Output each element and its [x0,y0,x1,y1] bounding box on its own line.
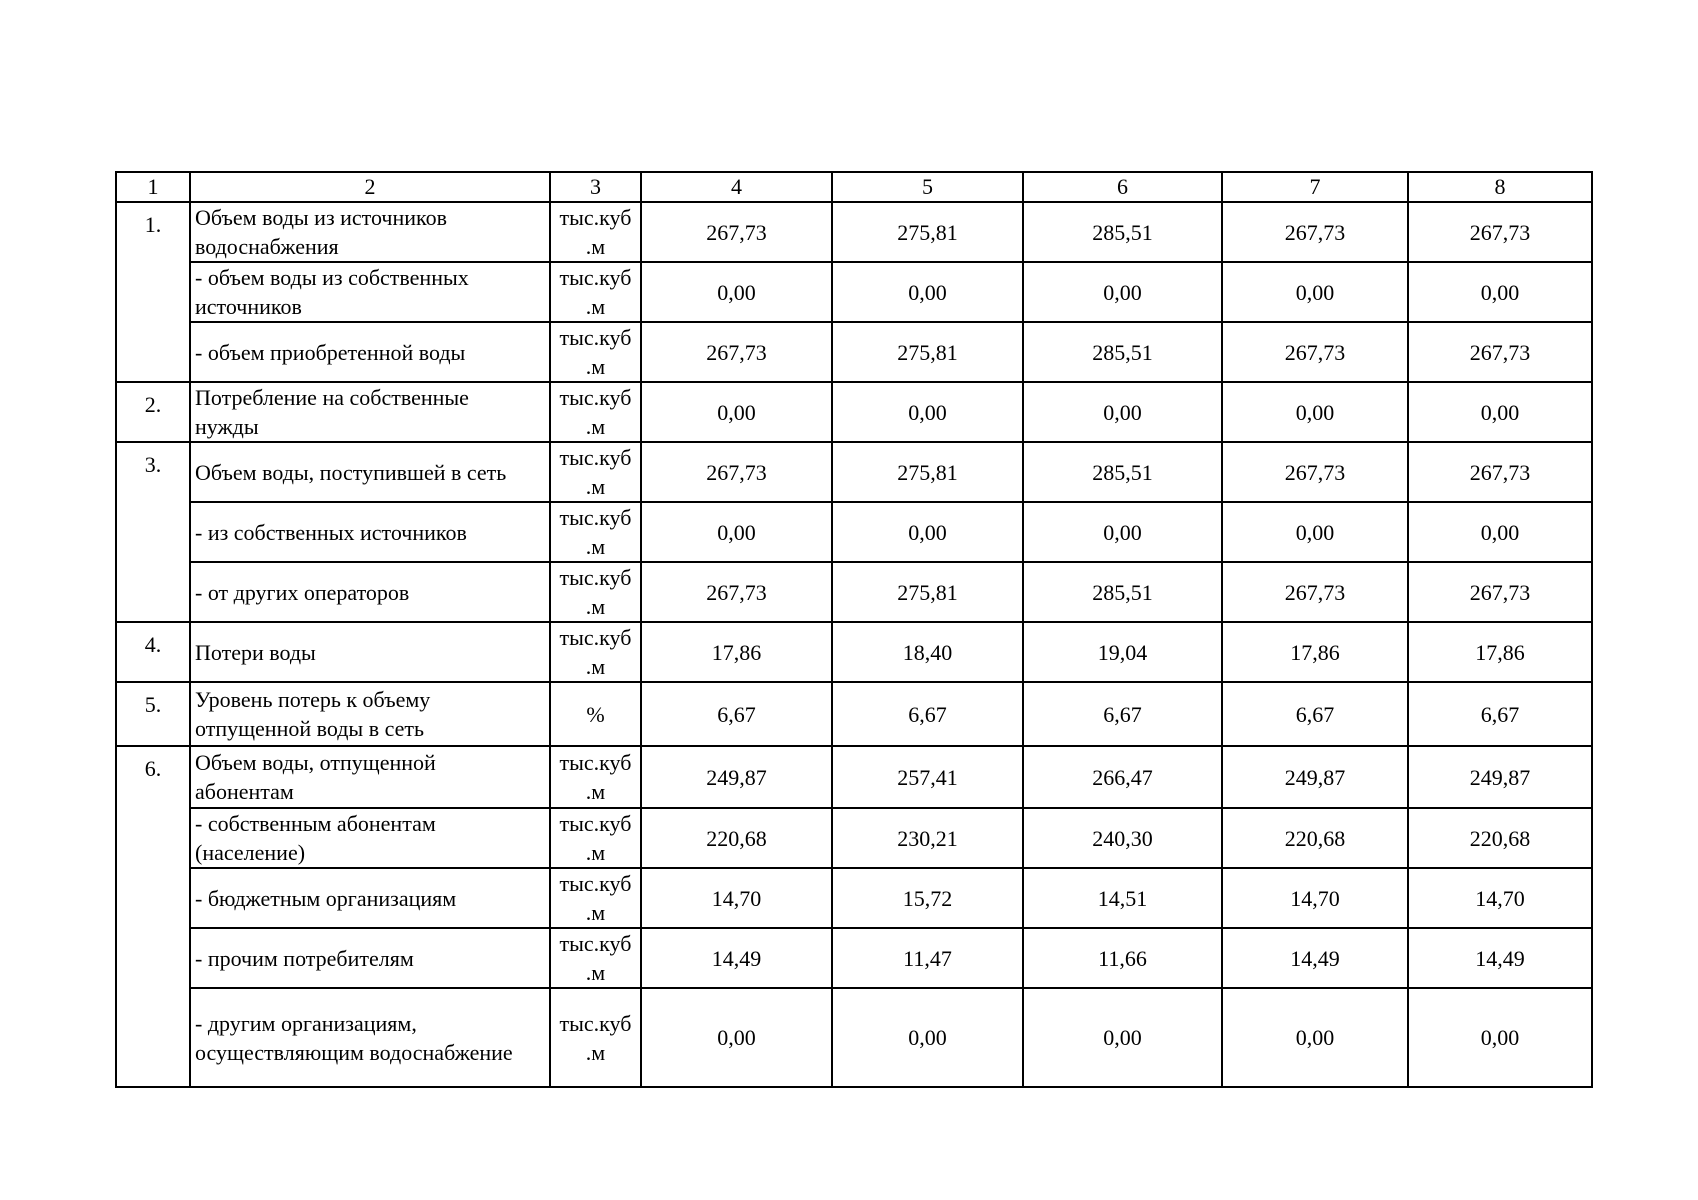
value-cell-col-6: 0,00 [1023,988,1222,1087]
unit-cell: тыс.куб .м [550,262,641,322]
value-cell-col-6: 285,51 [1023,322,1222,382]
value-cell-col-7: 0,00 [1222,502,1408,562]
indicator-name: Потребление на собственные нужды [190,382,550,442]
table-row [116,262,1592,322]
unit-cell: тыс.куб .м [550,382,641,442]
value-cell-col-5: 0,00 [832,988,1023,1087]
value-cell-col-8: 220,68 [1408,808,1592,868]
value-cell-col-5: 230,21 [832,808,1023,868]
column-number-1: 1 [116,172,190,202]
value-cell-col-7: 0,00 [1222,262,1408,322]
value-cell-col-5: 0,00 [832,382,1023,442]
value-cell-col-7: 267,73 [1222,322,1408,382]
value-cell-col-5: 275,81 [832,562,1023,622]
table-row [116,202,1592,262]
value-cell-col-4: 267,73 [641,562,832,622]
value-cell-col-8: 267,73 [1408,322,1592,382]
value-cell-col-7: 0,00 [1222,988,1408,1087]
value-cell-col-6: 6,67 [1023,682,1222,746]
indicator-name: - объем воды из собственных источников [190,262,550,322]
value-cell-col-7: 267,73 [1222,202,1408,262]
value-cell-col-7: 267,73 [1222,562,1408,622]
table-row [116,682,1592,746]
unit-cell: тыс.куб .м [550,928,641,988]
water-balance-table [115,171,1593,1088]
value-cell-col-7: 14,49 [1222,928,1408,988]
column-number-3: 3 [550,172,641,202]
value-cell-col-5: 11,47 [832,928,1023,988]
row-number: 2. [116,382,190,442]
value-cell-col-8: 17,86 [1408,622,1592,682]
value-cell-col-8: 14,70 [1408,868,1592,928]
value-cell-col-7: 6,67 [1222,682,1408,746]
value-cell-col-5: 275,81 [832,322,1023,382]
value-cell-col-4: 267,73 [641,442,832,502]
value-cell-col-4: 17,86 [641,622,832,682]
indicator-name: - от других операторов [190,562,550,622]
unit-cell: % [550,682,641,746]
indicator-name: Объем воды из источников водоснабжения [190,202,550,262]
value-cell-col-8: 267,73 [1408,442,1592,502]
value-cell-col-5: 275,81 [832,202,1023,262]
value-cell-col-8: 0,00 [1408,988,1592,1087]
indicator-name: Объем воды, отпущенной абонентам [190,746,550,808]
indicator-name: Объем воды, поступившей в сеть [190,442,550,502]
row-number: 1. [116,202,190,382]
value-cell-col-5: 18,40 [832,622,1023,682]
value-cell-col-5: 257,41 [832,746,1023,808]
unit-cell: тыс.куб .м [550,562,641,622]
value-cell-col-4: 0,00 [641,988,832,1087]
unit-cell: тыс.куб .м [550,202,641,262]
value-cell-col-8: 267,73 [1408,202,1592,262]
value-cell-col-6: 266,47 [1023,746,1222,808]
table-row [116,622,1592,682]
column-number-2: 2 [190,172,550,202]
value-cell-col-4: 267,73 [641,202,832,262]
table-row [116,868,1592,928]
column-number-4: 4 [641,172,832,202]
unit-cell: тыс.куб .м [550,622,641,682]
value-cell-col-4: 0,00 [641,262,832,322]
unit-cell: тыс.куб .м [550,322,641,382]
value-cell-col-7: 17,86 [1222,622,1408,682]
value-cell-col-7: 267,73 [1222,442,1408,502]
table-row [116,322,1592,382]
value-cell-col-6: 285,51 [1023,562,1222,622]
value-cell-col-8: 0,00 [1408,262,1592,322]
value-cell-col-4: 0,00 [641,382,832,442]
table-row [116,442,1592,502]
value-cell-col-4: 14,70 [641,868,832,928]
value-cell-col-7: 0,00 [1222,382,1408,442]
column-number-6: 6 [1023,172,1222,202]
indicator-name: - прочим потребителям [190,928,550,988]
value-cell-col-8: 0,00 [1408,382,1592,442]
value-cell-col-5: 6,67 [832,682,1023,746]
table-body [116,172,1592,1087]
value-cell-col-4: 6,67 [641,682,832,746]
column-number-8: 8 [1408,172,1592,202]
column-number-5: 5 [832,172,1023,202]
value-cell-col-4: 267,73 [641,322,832,382]
row-number: 4. [116,622,190,682]
indicator-name: Уровень потерь к объему отпущенной воды в сеть [190,682,550,746]
table-row [116,988,1592,1087]
value-cell-col-4: 0,00 [641,502,832,562]
value-cell-col-4: 220,68 [641,808,832,868]
column-number-row [116,172,1592,202]
table-row [116,928,1592,988]
indicator-name: - собственным абонентам (население) [190,808,550,868]
table-row [116,502,1592,562]
table-row [116,808,1592,868]
indicator-name: Потери воды [190,622,550,682]
value-cell-col-6: 11,66 [1023,928,1222,988]
table-row [116,562,1592,622]
value-cell-col-6: 240,30 [1023,808,1222,868]
unit-cell: тыс.куб .м [550,808,641,868]
value-cell-col-8: 14,49 [1408,928,1592,988]
table-row [116,382,1592,442]
indicator-name: - другим организациям, осуществляющим водоснабжение [190,988,550,1087]
value-cell-col-6: 19,04 [1023,622,1222,682]
value-cell-col-7: 14,70 [1222,868,1408,928]
column-number-7: 7 [1222,172,1408,202]
indicator-name: - бюджетным организациям [190,868,550,928]
indicator-name: - объем приобретенной воды [190,322,550,382]
value-cell-col-5: 0,00 [832,262,1023,322]
row-number: 3. [116,442,190,622]
value-cell-col-6: 285,51 [1023,202,1222,262]
unit-cell: тыс.куб .м [550,502,641,562]
value-cell-col-8: 249,87 [1408,746,1592,808]
value-cell-col-7: 249,87 [1222,746,1408,808]
value-cell-col-8: 6,67 [1408,682,1592,746]
value-cell-col-4: 249,87 [641,746,832,808]
value-cell-col-6: 0,00 [1023,502,1222,562]
unit-cell: тыс.куб .м [550,868,641,928]
value-cell-col-4: 14,49 [641,928,832,988]
value-cell-col-6: 0,00 [1023,382,1222,442]
row-number: 6. [116,746,190,1087]
value-cell-col-6: 285,51 [1023,442,1222,502]
value-cell-col-7: 220,68 [1222,808,1408,868]
indicator-name: - из собственных источников [190,502,550,562]
value-cell-col-8: 267,73 [1408,562,1592,622]
table-row [116,746,1592,808]
value-cell-col-8: 0,00 [1408,502,1592,562]
value-cell-col-5: 275,81 [832,442,1023,502]
unit-cell: тыс.куб .м [550,988,641,1087]
value-cell-col-5: 15,72 [832,868,1023,928]
unit-cell: тыс.куб .м [550,442,641,502]
value-cell-col-5: 0,00 [832,502,1023,562]
row-number: 5. [116,682,190,746]
value-cell-col-6: 0,00 [1023,262,1222,322]
unit-cell: тыс.куб .м [550,746,641,808]
value-cell-col-6: 14,51 [1023,868,1222,928]
